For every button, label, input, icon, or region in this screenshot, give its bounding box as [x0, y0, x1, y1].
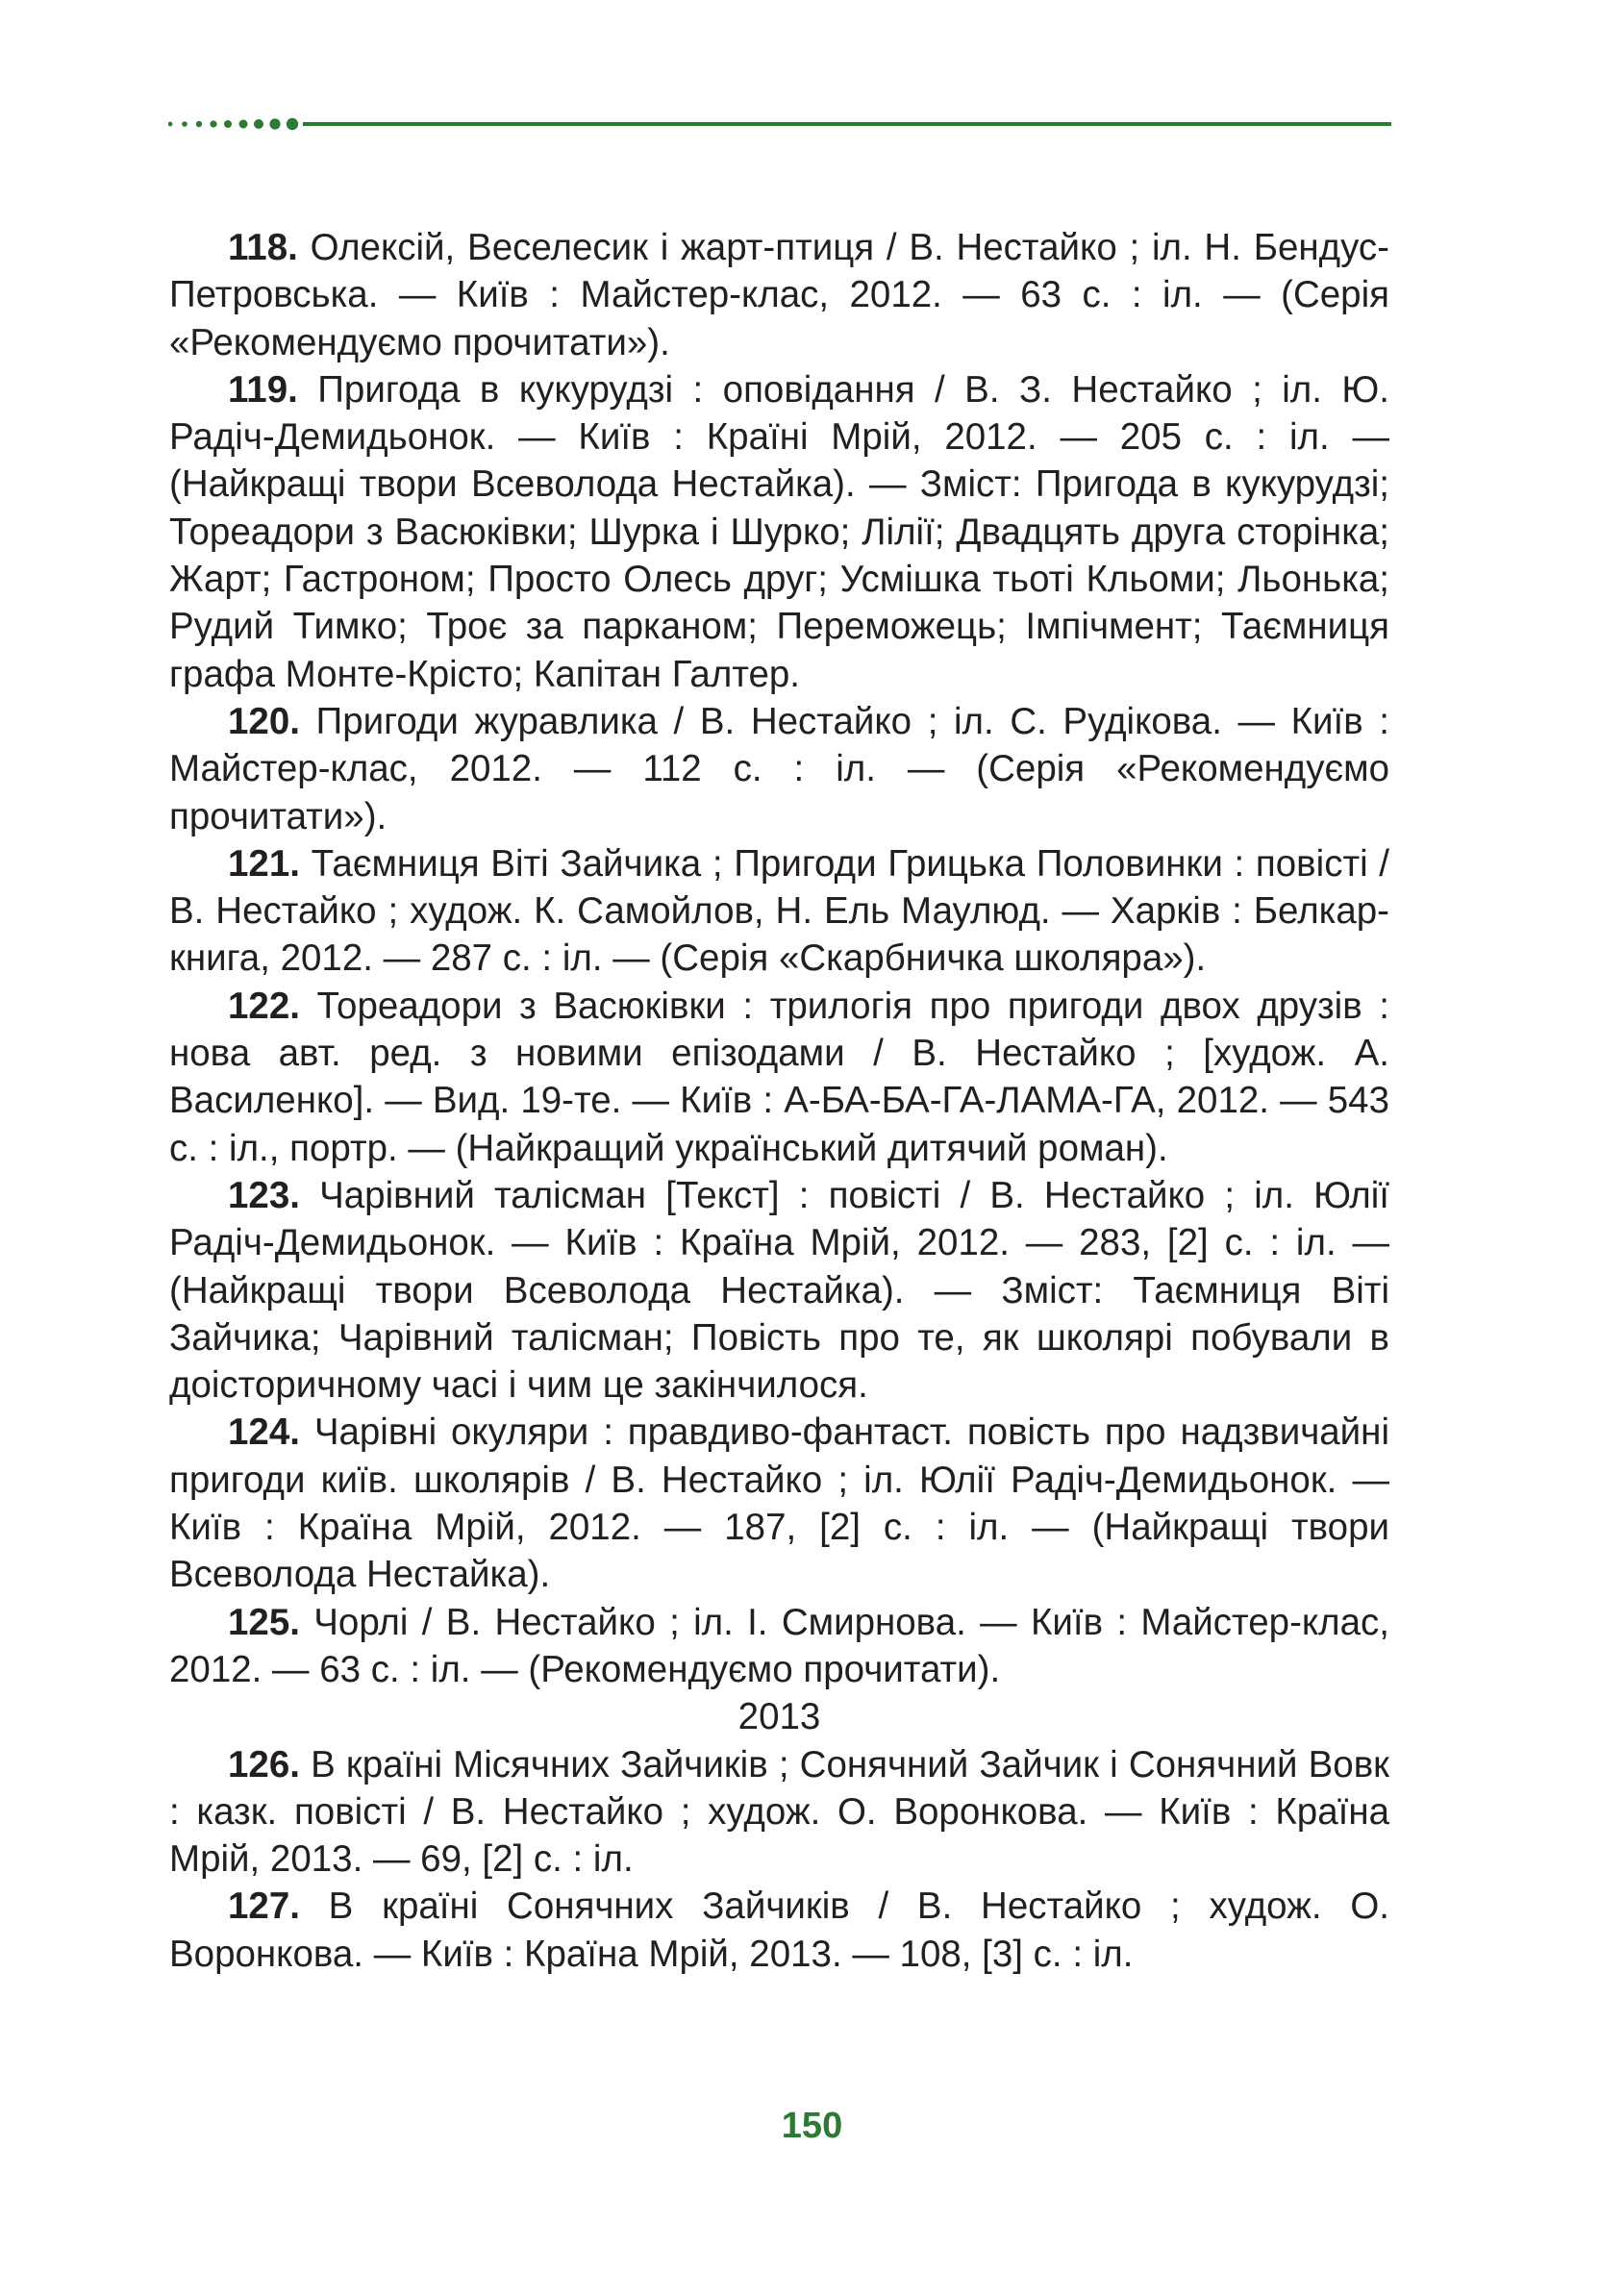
- entry-number: 118.: [228, 227, 298, 268]
- entry-number: 121.: [228, 842, 300, 885]
- entry-text: Чарівні окуляри : правдиво-фантаст. повість про надзвичайні пригоди київ. школярів / В. Нестайко ; іл. Юлії Радіч-Демидьонок. — Київ : Країна Мрій, 2012. — 187, [2] с. : іл. — (Найкращі твори Всеволода Нестайка).: [169, 1411, 1389, 1596]
- entry-text: В країні Сонячних Зайчиків / В. Нестайко ; худож. О. Воронкова. — Київ : Країна Мрій, 2013. — 108, [3] с. : іл.: [169, 1885, 1389, 1975]
- entry-number: 124.: [228, 1411, 300, 1454]
- entry-text: В країні Місячних Зайчиків ; Сонячний Зайчик і Сонячний Вовк : казк. повісті / В. Нестайко ; худож. О. Воронкова. — Київ : Країна Мрій, 2013. — 69, [2] с. : іл.: [169, 1743, 1389, 1881]
- entry-number: 123.: [228, 1174, 300, 1216]
- entry-text: Таємниця Віті Зайчика ; Пригоди Грицька Половинки : повісті / В. Нестайко ; худож. К. Самойлов, Н. Ель Маулюд. — Харків : Белкар-книга, 2012. — 287 с. : іл. — (Серія «Скарбничка школяра»).: [169, 842, 1389, 980]
- entry-number: 120.: [228, 700, 300, 742]
- entry-text: Чорлі / В. Нестайко ; іл. І. Смирнова. — Київ : Майстер-клас, 2012. — 63 с. : іл. — (Рекомендуємо прочитати).: [169, 1601, 1389, 1690]
- header-dotted-rule: [168, 114, 1391, 134]
- bibliography-entry-119: [169, 366, 1389, 698]
- entry-text: Пригода в кукурудзі : оповідання / В. З. Нестайко ; іл. Ю. Радіч-Демидьонок. — Київ : Країні Мрій, 2012. — 205 с. : іл. — (Найкращі твори Всеволода Нестайка). — Зміст: Пригода в кукурудзі; Тореадори з Васюківки; Шурка і Шурко; Лілії; Двадцять друга сторінка; Жарт; Гастроном; Просто Олесь друг; Усмішка тьоті Кльоми; Льонька; Рудий Тимко; Троє за парканом; Переможець; Імпічмент; Таємниця графа Монте-Крісто; Капітан Галтер.: [169, 368, 1389, 695]
- entry-number: 122.: [228, 985, 300, 1027]
- bibliography-entry-118: [169, 224, 1389, 366]
- entry-number: 125.: [228, 1601, 300, 1643]
- entry-number: 127.: [228, 1885, 300, 1928]
- entry-text: Пригоди журавлика / В. Нестайко ; іл. С. Рудікова. — Київ : Майстер-клас, 2012. — 112 с. : іл. — (Серія «Рекомендуємо прочитати»).: [169, 700, 1389, 837]
- bibliography-entry-120: [169, 698, 1389, 840]
- bibliography-list: [169, 224, 1389, 1978]
- entry-number: 126.: [228, 1743, 300, 1785]
- entry-text: Тореадори з Васюківки : трилогія про пригоди двох друзів : нова авт. ред. з новими епізодами / В. Нестайко ; [худож. А. Василенко]. — Вид. 19-те. — Київ : А-БА-БА-ГА-ЛАМА-ГА, 2012. — 543 с. : іл., портр. — (Найкращий український дитячий роман).: [169, 985, 1389, 1169]
- bibliography-entry-122: [169, 983, 1389, 1172]
- entry-text: Олексій, Веселесик і жарт-птиця / В. Нестайко ; іл. Н. Бендус-Петровська. — Київ : Майстер-клас, 2012. — 63 с. : іл. — (Серія «Рекомендуємо прочитати»).: [169, 227, 1389, 363]
- page-number: 150: [781, 2106, 843, 2146]
- year-heading: 2013: [737, 1696, 821, 1738]
- bibliography-entry-127: [169, 1883, 1389, 1978]
- bibliography-entry-124: [169, 1409, 1389, 1598]
- entry-text: Чарівний талісман [Текст] : повісті / В. Нестайко ; іл. Юлії Радіч-Демидьонок. — Київ : Країна Мрій, 2012. — 283, [2] с. : іл. — (Найкращі твори Всеволода Нестайка). — Зміст: Таємниця Віті Зайчика; Чарівний талісман; Повість про те, як школярі побували в доісторичному часі і чим це закінчилося.: [169, 1174, 1389, 1407]
- bibliography-entry-125: [169, 1599, 1389, 1694]
- bibliography-entry-123: [169, 1172, 1389, 1409]
- bibliography-entry-126: [169, 1741, 1389, 1884]
- entry-number: 119.: [228, 368, 298, 411]
- bibliography-entry-121: [169, 840, 1389, 983]
